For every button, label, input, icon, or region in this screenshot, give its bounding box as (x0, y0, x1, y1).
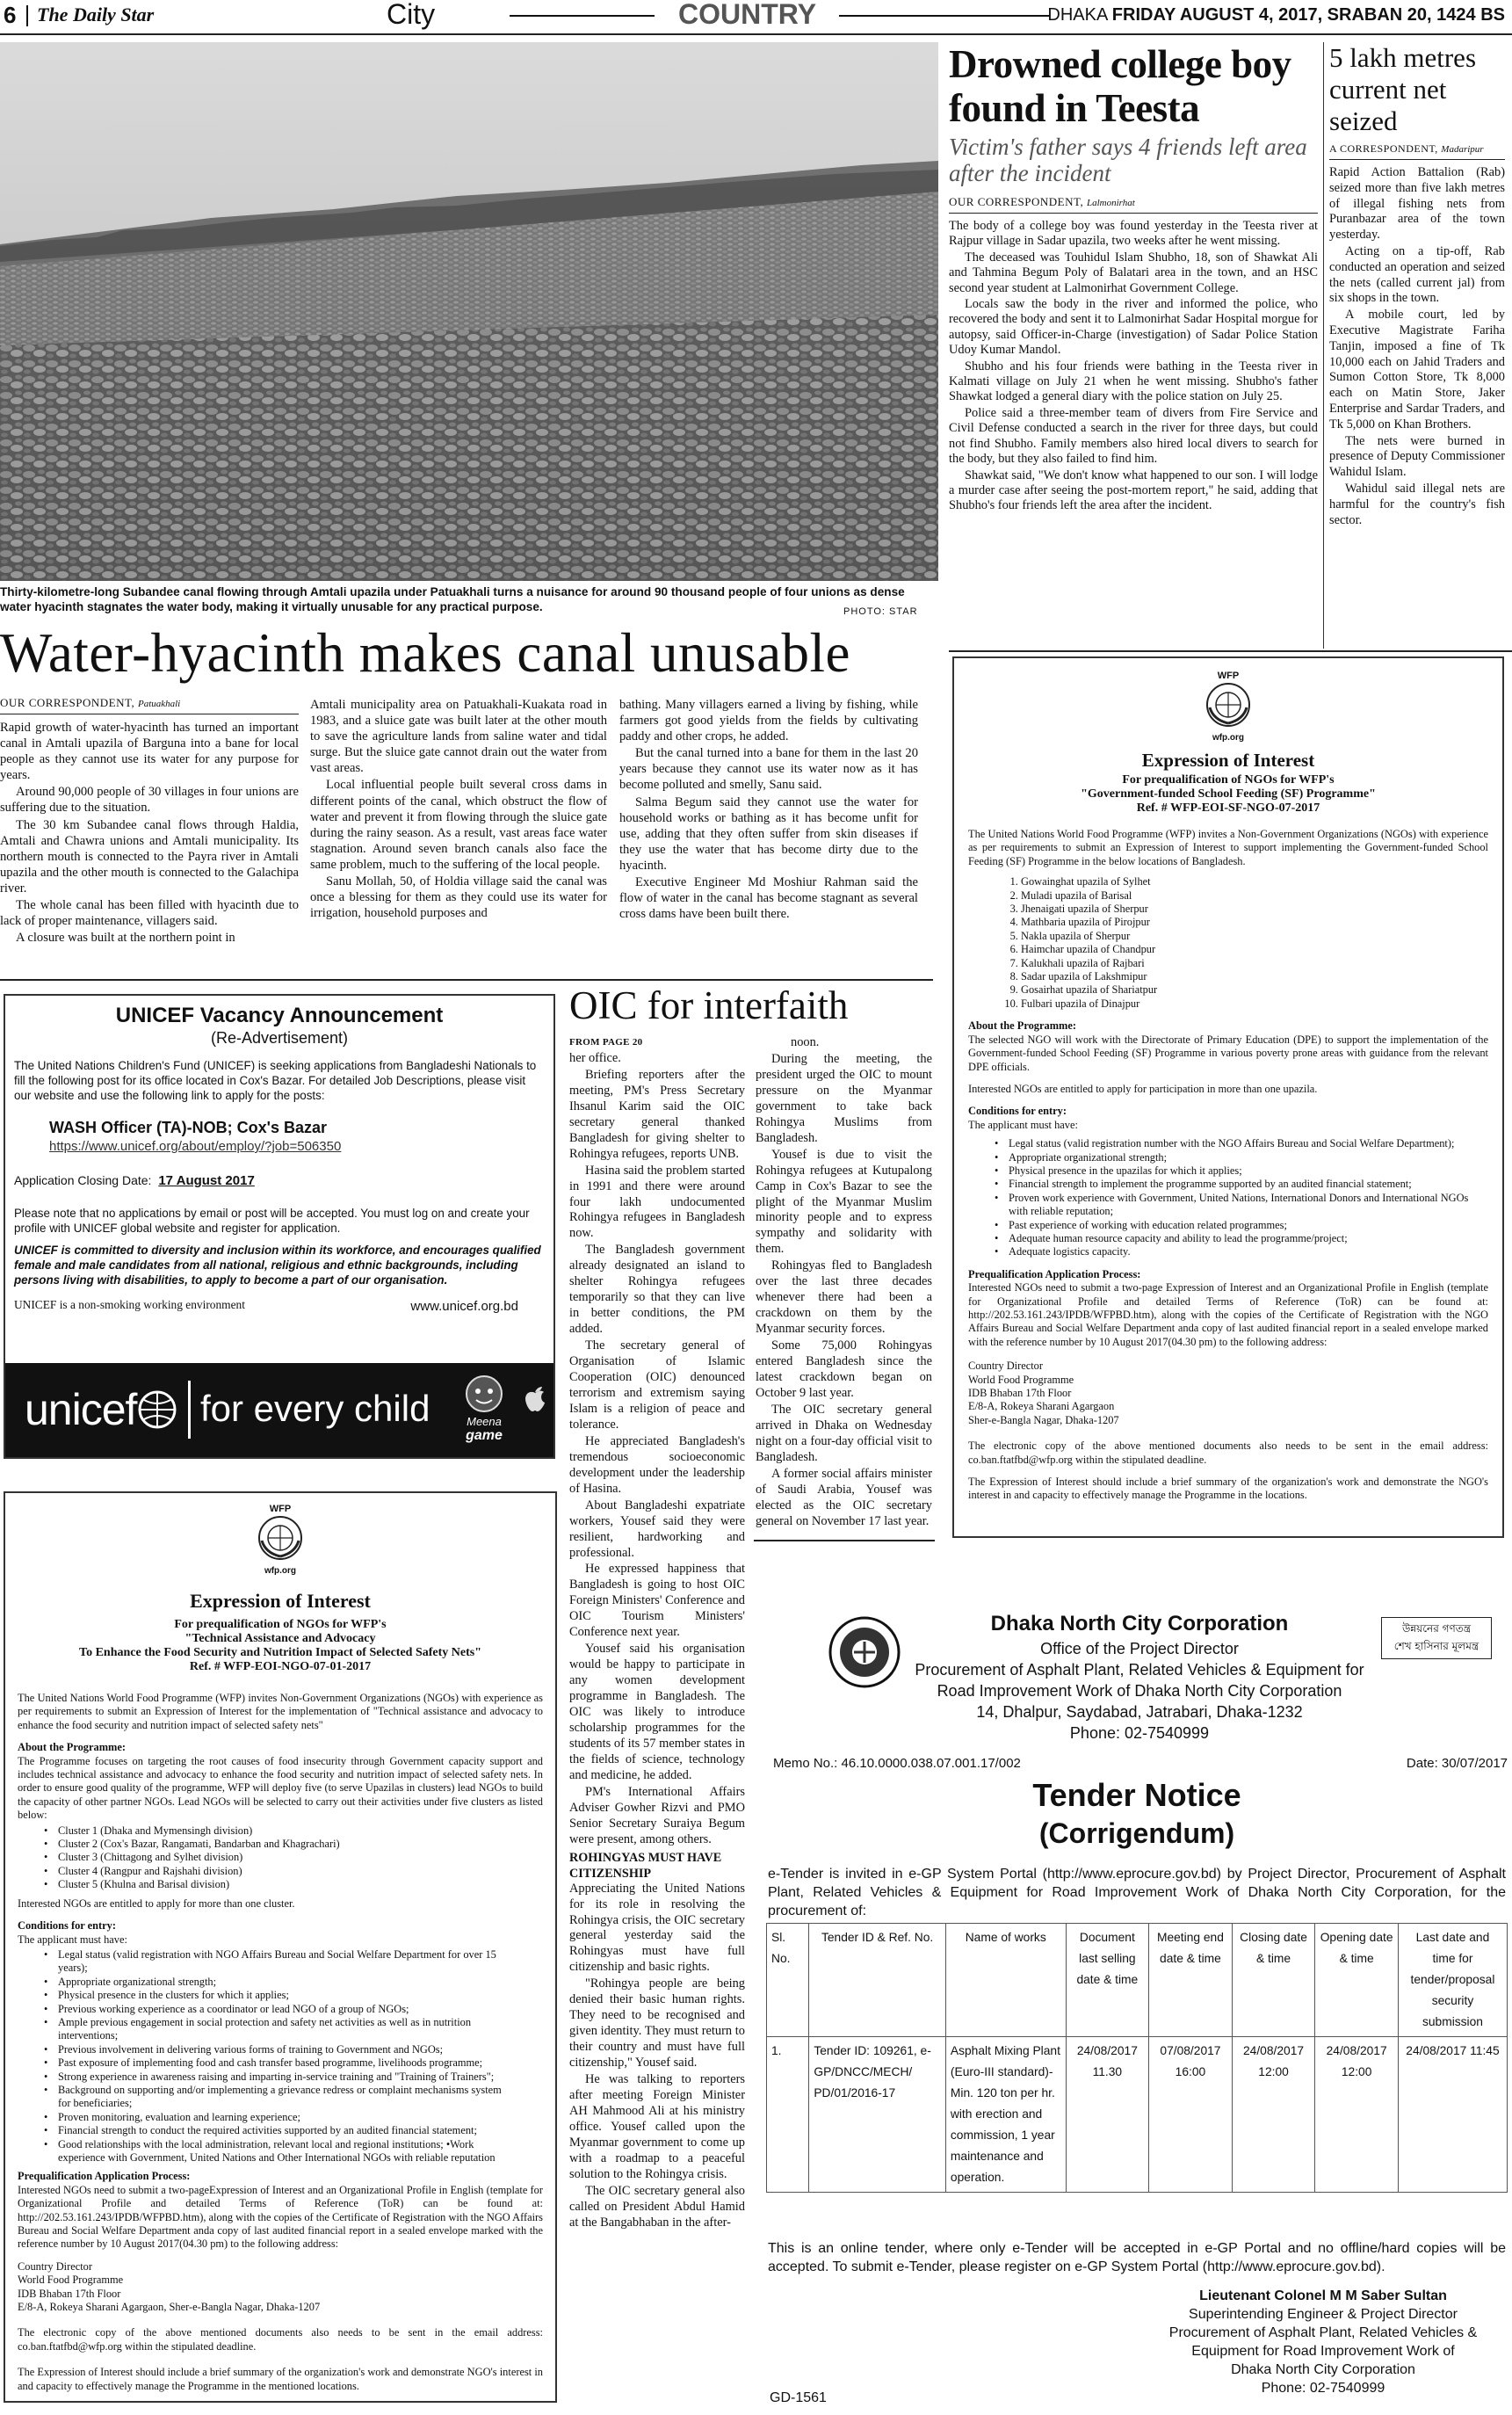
wfp-2-cond: • Adequate human resource capacity and ability to lead the programme/project; (1009, 1232, 1471, 1245)
hyacinth-col-1-body (0, 720, 299, 946)
tender-col-header: Last date and time for tender/proposal security submission (1398, 1924, 1507, 2037)
hyacinth-para: Salma Begum said they cannot use the water for household works or bathing as it has become unfit for use, adding that they often suffer from skin diseases if they use the water that has become dirty due to the hyacinth. (619, 794, 918, 873)
wfp-1-conds (58, 1948, 517, 2165)
drowned-article (949, 42, 1318, 515)
tender-table (766, 1923, 1508, 2193)
wfp-1-addr-line: World Food Programme (18, 2274, 124, 2287)
wfp-2-pq-h: Prequalification Application Process: (968, 1267, 1141, 1280)
hyacinth-para: A closure was built at the northern point in (16, 931, 235, 946)
wfp-2-location: 5. Nakla upazila of Sherpur (1021, 930, 1488, 943)
wfp-2-location: 3. Jhenaigati upazila of Sherpur (1021, 903, 1488, 916)
section-city: City (387, 0, 436, 30)
tender-table-header (767, 1924, 1508, 2037)
unicef-link[interactable]: https://www.unicef.org/about/employ/?job=506350 (49, 1139, 342, 1154)
tender-col-header: Tender ID & Ref. No. (809, 1924, 946, 2037)
wfp-1-cond: • Strong experience in awareness raising and imparting in-service training and "Training of Trainers"; (58, 2071, 517, 2084)
hyacinth-photo-illustration (0, 42, 938, 581)
wfp-1-cond: • Physical presence in the clusters for which it applies; (58, 1989, 517, 2002)
nets-article (1329, 42, 1505, 529)
oic-para: her office. (569, 1050, 621, 1065)
photo-credit: PHOTO: STAR (843, 606, 918, 617)
wfp-2-logo-top: WFP (1217, 671, 1240, 681)
wfp-1-cond: • Previous involvement in delivering various forms of training to Government and NGOs; (58, 2043, 517, 2056)
header-underline (0, 33, 1512, 35)
tender-cell: 24/08/2017 11:45 (1398, 2037, 1507, 2193)
hyacinth-photo (0, 42, 938, 581)
nets-para: Wahidul said illegal nets are harmful for the country's fish sector. (1329, 481, 1505, 527)
wfp-1-cond: • Proven monitoring, evaluation and learning experience; (58, 2111, 517, 2124)
masthead: The Daily Star (37, 4, 155, 25)
wfp-1-ref: Ref. # WFP-EOI-NGO-07-01-2017 (189, 1660, 372, 1673)
hyacinth-para: The 30 km Subandee canal flows through Haldia, Amtali and Chawra unions and Amtali municipality. Its northern mouth is connected to the Payra river in Amtali upazila and the other mouth is connected to the Galachipa river. (0, 817, 299, 896)
page-header (0, 0, 1512, 35)
tender-cell: 24/08/2017 11.30 (1066, 2037, 1149, 2193)
drowned-byline-place: Lalmonirhat (1086, 198, 1135, 208)
wfp-2-more: Interested NGOs are entitled to apply for participation in more than one upazila. (968, 1082, 1318, 1095)
tender-cell: 1. (767, 2037, 809, 2193)
wfp-1-about: The Programme focuses on targeting the root causes of food insecurity through Government capacity support and includes technical assistance and advocacy to enhance the food security and nutrition impact of selected safety nets. In order to ensure good quality of the programme, WFP will deploy five (to serve Upazilas in clusters) lead NGOs to build the capacity of other partner NGOs. Lead NGOs will be selected to carry out their activities under five clusters as listed below: (18, 1754, 543, 1822)
oic-para: He expressed happiness that Bangladesh is going to host OIC Foreign Ministers' Conference and OIC Tourism Ministers' Conference next year. (569, 1562, 745, 1640)
tender-cell: 07/08/2017 16:00 (1149, 2037, 1233, 2193)
dateline (1047, 5, 1505, 25)
oic-para: Some 75,000 Rohingyas entered Bangladesh since the latest crackdown began on October 9 last year. (756, 1338, 932, 1400)
wfp-1-final: The Expression of Interest should include a brief summary of the organization's work and demonstrate NGO's interest in and capacity to effectively manage the Programme in the mentioned locations. (18, 2366, 543, 2392)
hyacinth-byline (0, 696, 299, 710)
tender-notice (766, 1598, 1508, 2415)
nets-bottom-rule (949, 650, 1512, 652)
table-row (767, 2037, 1508, 2193)
wfp-2-ref: Ref. # WFP-EOI-SF-NGO-07-2017 (1136, 801, 1320, 815)
drowned-rule (949, 213, 1318, 214)
column-divider (1323, 42, 1324, 649)
wfp-2-cond: • Appropriate organizational strength; (1009, 1151, 1471, 1164)
unicef-title: UNICEF Vacancy Announcement (115, 1004, 444, 1027)
wfp-1-cond: • Previous working experience as a coordinator or lead NGO of a group of NGOs; (58, 2003, 517, 2016)
tender-col-header: Opening date & time (1315, 1924, 1399, 2037)
drowned-para: The body of a college boy was found yesterday in the Teesta river at Rajpur village in Sadar upazila, two weeks after he went missing. (949, 219, 1318, 249)
oic-para: Hasina said the problem started in 1991 and there were around four lakh undocumented Rohingya refugees in Bangladesh now. (569, 1163, 745, 1241)
oic-para: During the meeting, the president urged the OIC to mount pressure on the Myanmar government to take back Rohingya Muslims from Bangladesh. (756, 1051, 932, 1145)
wfp-2-addr-line: IDB Bhaban 17th Floor (968, 1387, 1072, 1400)
unicef-globe-icon (137, 1389, 177, 1430)
wfp-ad-2 (952, 656, 1504, 1538)
tender-subtitle: (Corrigendum) (1038, 1817, 1235, 1849)
tender-col-header: Sl. No. (767, 1924, 809, 2037)
wfp-2-location: 9. Gosairhat upazila of Shariatpur (1021, 983, 1488, 997)
oic-para: The OIC secretary general arrived in Dhaka on Wednesday night on a four-day official visit to Bangladesh. (756, 1402, 932, 1464)
hyacinth-para: Local influential people built several cross dams in different points of the canal, which obstruct the flow of water and prevent it from flowing through the sluice gate during the rainy season. As a result, vast areas face water stagnation. Around seven branch canals also face the same problem, much to the suffering of the local people. (310, 778, 607, 872)
oic-headline: OIC for interfaith (569, 983, 849, 1027)
wfp-2-pq: Interested NGOs need to submit a two-page Expression of Interest and an Organizational Profile in English (template for Organizational Profile and detailed Terms of Reference (ToR) can be found at: http://202.53.161.243/IPDB/WFPBD.htm), along with the copies of the Certificate of Registration with the NGO Affairs Bureau and Social Welfare Department anda copy of last audited financial report in a sealed envelope marked with the reference number by 10 August 2017(04.30 pm) to the following address: (968, 1281, 1488, 1348)
wfp-2-addr-line: Sher-e-Bangla Nagar, Dhaka-1207 (968, 1413, 1119, 1426)
nets-byline-place: Madaripur (1441, 144, 1484, 155)
unicef-note: Please note that no applications by email or post will be accepted. You must log on and create your profile with UNICEF global website and register for application. (14, 1207, 530, 1235)
wfp-2-addr-line: E/8-A, Rokeya Sharani Agargaon (968, 1400, 1115, 1413)
wfp-1-addr-line: Country Director (18, 2259, 92, 2273)
drowned-byline-text: OUR CORRESPONDENT, (949, 195, 1084, 208)
wfp-2-location: 10. Fulbari upazila of Dinajpur (1021, 997, 1488, 1011)
wfp-2-location: 6. Haimchar upazila of Chandpur (1021, 943, 1488, 956)
wfp-2-location: 1. Gowainghat upazila of Sylhet (1021, 875, 1488, 888)
unicef-closing (14, 1173, 553, 1188)
wfp-2-email: The electronic copy of the above mentioned documents also needs to be sent in the email address: co.ban.ftatfbd@wfp.org within the stipulated deadline. (968, 1440, 1488, 1466)
wfp-2-cond: • Physical presence in the upazilas for which it applies; (1009, 1164, 1471, 1178)
wfp-1-intro: The United Nations World Food Programme (WFP) invites Non-Government Organizations (NGOs) with experience as per requirements to submit an Expression of Interest for the implementation of "Technical assistance and advocacy to enhance the food security and nutrition impact of selected safety nets" (18, 1692, 543, 1731)
wfp-1-cluster: • Cluster 1 (Dhaka and Mymensingh division) (58, 1824, 543, 1838)
oic-col-2 (756, 1035, 932, 1531)
wfp-1-sub2: "Technical Assistance and Advocacy (184, 1632, 376, 1645)
wfp-ad-1 (4, 1491, 557, 2403)
tender-sign-line: Equipment for Road Improvement Work of (1191, 2344, 1455, 2359)
wfp-1-clusters (58, 1824, 543, 1892)
wfp-1-cond: • Good relationships with the local administration, relevant local and regional institutions; •Work experience with Government, United Nations and Other International NGOs with reliable reputation (58, 2138, 517, 2165)
hyacinth-para: The whole canal has been filled with hyacinth due to lack of proper maintenance, villagers said. (0, 898, 299, 929)
meena-label: Meena (467, 1415, 502, 1428)
nets-rule (1329, 159, 1505, 160)
wfp-2-about: The selected NGO will work with the Directorate of Primary Education (DPE) to support the implementation of the Government-funded School Feeding (SF) Programme in various poverty prone areas with guidance from the relevant DPE officials. (968, 1033, 1488, 1073)
oic-para: Appreciating the United Nations for its role in resolving the Rohingya crisis, the OIC secretary general yesterday said the Rohingyas must have full citizenship and basic rights. (569, 1881, 745, 1975)
wfp-1-address (18, 2260, 543, 2315)
unicef-banner-divider (188, 1381, 191, 1439)
wfp-1-email: The electronic copy of the above mentioned documents also needs to be sent in the email address: co.ban.ftatfbd@wfp.org within the stipulated deadline. (18, 2326, 543, 2353)
oic-col-1 (569, 1035, 745, 2232)
wfp-2-cond: • Adequate logistics capacity. (1009, 1245, 1471, 1258)
drowned-body (949, 219, 1318, 514)
nets-para: Rapid Action Battalion (Rab) seized more than five lakh metres of illegal fishing nets from Puranbazar area of the town yesterday. (1329, 165, 1505, 243)
wfp-2-cond: • Proven work experience with Government, United Nations, International Donors and International NGOs with reliable reputation; (1009, 1192, 1471, 1219)
hyacinth-para: Around 90,000 people of 30 villages in four unions are suffering due to the situation. (0, 785, 299, 816)
oic-para: "Rohingya people are being denied their basic human rights. They need to be recognised and given identity. They must return to their country and must have full citizenship," Yousef said. (569, 1976, 745, 2071)
dateline-city: DHAKA (1047, 5, 1108, 25)
unicef-web[interactable]: www.unicef.org.bd (410, 1299, 518, 1314)
hyacinth-para: bathing. Many villagers earned a living by fishing, while farmers got good yields from the fields by cultivating paddy and other crops, he added. (619, 698, 918, 744)
oic-para: A former social affairs minister of Saudi Arabia, Yousef was elected as the OIC secretary general on November 17 last year. (756, 1466, 932, 1528)
wfp-2-conds (1009, 1137, 1471, 1259)
tender-addr: 14, Dhalpur, Saydabad, Jatrabari, Dhaka-1232 (976, 1703, 1303, 1721)
unicef-closing-date: 17 August 2017 (158, 1173, 255, 1188)
nets-body (1329, 165, 1505, 528)
hyacinth-para: Sanu Mollah, 50, of Holdia village said the canal was once a blessing for them as they could use its water for irrigation, household purposes and (310, 874, 607, 921)
bangla-slogan-1: উন্নয়নের গণতন্ত্র (1401, 1622, 1472, 1635)
tender-col-header: Name of works (945, 1924, 1066, 2037)
wfp-2-intro: The United Nations World Food Programme (WFP) invites a Non-Government Organizations (NGOs) with experience as per requirements to submit an Expression of Interest to support implementing the Government-funded School Feeding (SF) Programme in the below locations of Bangladesh. (968, 828, 1488, 867)
bangla-slogan-box (1381, 1617, 1492, 1659)
oic-para: Briefing reporters after the meeting, PM's Press Secretary Ihsanul Karim said the OIC secretary general thanked Bangladesh for giving shelter to Rohingya refugees, reports UNB. (569, 1067, 745, 1161)
oic-para: The secretary general of Organisation of Islamic Cooperation (OIC) denounced terrorism and extremism saying Islam is a religion of peace and tolerance. (569, 1338, 745, 1432)
drowned-para: Police said a three-member team of divers from Fire Service and Civil Defense conducted a search in the river for three days, but could not find Shubho. Family members also hired local divers to search for the body, but they also failed to find him. (949, 405, 1318, 467)
photo-caption (0, 584, 933, 614)
tender-col-header: Meeting end date & time (1149, 1924, 1233, 2037)
wfp-2-final: The Expression of Interest should include a brief summary of the organization's work and demonstrate the NGO's interest in and capacity to effectively manage the Programme in the locations. (968, 1476, 1488, 1502)
tender-cell: 24/08/2017 12:00 (1315, 2037, 1399, 2193)
oic-para: About Bangladeshi expatriate workers, Yousef said they were resilient, hardworking and professional. (569, 1498, 745, 1560)
tender-phone: Phone: 02-7540999 (1069, 1724, 1210, 1742)
tender-org: Dhaka North City Corporation (990, 1612, 1289, 1635)
page-number-divider (26, 5, 28, 26)
hyacinth-para: But the canal turned into a bane for them in the last 20 years because they cannot use its water now as it has become polluted and smelly, Sanu said. (619, 746, 918, 793)
wfp-1-sub1: For prequalification of NGOs for WFP's (174, 1618, 387, 1631)
wfp-1-about-h: About the Programme: (18, 1741, 126, 1754)
unicef-ad (4, 994, 555, 1459)
drowned-para: Shawkat said, "We don't know what happened to our son. I will lodge a murder case after seeing the post-mortem report," he said, adding that Shubho's four friends left the area after the incident. (949, 468, 1318, 513)
wfp-2-addr-line: World Food Programme (968, 1373, 1074, 1386)
wfp-2-cond: • Financial strength to implement the programme supported by an audited financial statement; (1009, 1178, 1471, 1191)
unicef-subtitle: (Re-Advertisement) (210, 1029, 349, 1047)
oic-para: He appreciated Bangladesh's tremendous socioeconomic development under the leadership of Hasina. (569, 1433, 745, 1496)
tender-proc2: Road Improvement Work of Dhaka North City Corporation (937, 1682, 1342, 1700)
nets-byline (1329, 142, 1505, 156)
drowned-subhead: Victim's father says 4 friends left area after the incident (949, 134, 1307, 186)
wfp-2-about-h: About the Programme: (968, 1019, 1076, 1033)
tender-title: Tender Notice (1032, 1777, 1241, 1813)
section-country: COUNTRY (678, 0, 817, 30)
oic-para: The OIC secretary general also called on President Abdul Hamid at the Bangabhaban in the after- (569, 2183, 745, 2230)
wfp-wreath-icon (257, 1514, 304, 1562)
drowned-para: Locals saw the body in the river and informed the police, who recovered the body and sent it to Lalmonirhat Sadar Hospital morgue for autopsy, said Officer-in-Charge (investigation) of Sadar Police Station Udoy Kumar Mandol. (949, 297, 1318, 358)
tender-intro: e-Tender is invited in e-GP System Portal (http://www.eprocure.gov.bd) by Project Director, Procurement of Asphalt Plant, Related Vehicles & Equipment for Road Improvement Work of Dhaka North City Corporation, for the procurement of: (768, 1867, 1506, 1918)
nets-para: The nets were burned in presence of Deputy Commissioner Wahidul Islam. (1329, 433, 1505, 480)
header-rule-left (510, 15, 655, 17)
drowned-headline: Drowned college boy found in Teesta (949, 42, 1291, 130)
unicef-banner (5, 1363, 553, 1457)
wfp-2-cond: • Past experience of working with education related programmes; (1009, 1219, 1471, 1232)
tender-date: Date: 30/07/2017 (1406, 1756, 1508, 1771)
wfp-2-cond-h: Conditions for entry: (968, 1105, 1067, 1118)
oic-subhead: ROHINGYAS MUST HAVE CITIZENSHIP (569, 1850, 722, 1881)
tender-sign-line: Procurement of Asphalt Plant, Related Vehicles & (1168, 2325, 1478, 2340)
oic-para: PM's International Affairs Adviser Gowher Rizvi and PMO Senior Secretary Suraiya Begum were present, among others. (569, 1784, 745, 1846)
wfp-2-sub2: "Government-funded School Feeding (SF) Programme" (1081, 787, 1376, 801)
tender-sign-line: Phone: 02-7540999 (1261, 2381, 1385, 2396)
wfp-1-sub3: To Enhance the Food Security and Nutrition Impact of Selected Safety Nets" (79, 1646, 481, 1659)
wfp-2-address (968, 1360, 1488, 1427)
wfp-1-cluster: • Cluster 4 (Rangpur and Rajshahi division) (58, 1865, 543, 1878)
wfp-2-locations (1021, 875, 1488, 1011)
tender-cell: Asphalt Mixing Plant (Euro-III standard)-Min. 120 ton per hr. with erection and commission, 1 year maintenance and operation. (945, 2037, 1066, 2193)
wfp-2-title: Expression of Interest (1141, 750, 1315, 771)
wfp-1-cond: • Ample previous engagement in social protection and safety net activities as well as in nutrition interventions; (58, 2016, 517, 2043)
drowned-para: Shubho and his four friends were bathing in the Teesta river in Kalmati village on July 21 when he went missing. Shubho's father Shawkat lodged a general diary with the police station on July 25. (949, 359, 1318, 404)
tender-col-header: Document last selling date & time (1066, 1924, 1149, 2037)
nets-para: Acting on a tip-off, Rab conducted an operation and seized the nets (called current jal) from six shops in the town. (1329, 243, 1505, 306)
wfp-2-location: 2. Muladi upazila of Barisal (1021, 889, 1488, 903)
tender-col-header: Closing date & time (1232, 1924, 1315, 2037)
wfp-1-addr-line: E/8-A, Rokeya Sharani Agargaon, Sher-e-Bangla Nagar, Dhaka-1207 (18, 2301, 321, 2314)
wfp-1-cond: • Legal status (valid registration with NGO Affairs Bureau and Social Welfare Department for over 15 years); (58, 1948, 517, 1976)
hyacinth-headline: Water-hyacinth makes canal unusable (0, 622, 851, 684)
wfp-1-cluster: • Cluster 3 (Chittagong and Sylhet division) (58, 1851, 543, 1864)
tender-note: This is an online tender, where only e-Tender will be accepted in e-GP Portal and no offline/hard copies will be accepted. To submit e-Tender, please register on e-GP System Portal (http://www.eprocure.gov.bd). (768, 2241, 1506, 2274)
wfp-1-title: Expression of Interest (190, 1590, 371, 1612)
oic-para: Yousef said his organisation would be happy to participate in any women development programme in Bangladesh. The OIC was likely to introduce scholarship programmes for the students of its 57 member states in the fields of science, technology and medicine, he added. (569, 1642, 745, 1782)
dateline-date: FRIDAY AUGUST 4, 2017, SRABAN 20, 1424 BS (1111, 5, 1505, 25)
oic-para: Rohingyas fled to Bangladesh over the last three decades whenever there had been a crackdown on them by the Myanmar security forces. (756, 1258, 932, 1337)
page-number: 6 (4, 2, 17, 28)
wfp-1-cond: • Financial strength to conduct the required activities supported by an audited financial statement; (58, 2124, 517, 2137)
bangla-slogan-2: শেখ হাসিনার মূলমন্ত্র (1393, 1640, 1479, 1652)
meena-face-icon (459, 1374, 509, 1414)
nets-para: A mobile court, led by Executive Magistrate Fariha Tanjin, imposed a fine of Tk 10,000 each on Jahid Traders and Sumon Cotton Store, Tk 8,000 each on Matin Store, Jaker Enterprise and Sardar Traders, and Tk 5,000 on Khan Brothers. (1329, 308, 1505, 432)
oic-para: Yousef is due to visit the Rohingya refugees at Kutupalong Camp in Cox's Bazar to see the plight of the Myanmar Muslim minority people and to express sympathy and solidarity with them. (756, 1147, 932, 1257)
unicef-banner-logo: unicef (25, 1385, 137, 1434)
unicef-smoke: UNICEF is a non-smoking working environment (14, 1298, 245, 1311)
wfp-2-location: 7. Kalukhali upazila of Rajbari (1021, 957, 1488, 970)
hyacinth-para: Amtali municipality area on Patuakhali-Kuakata road in 1983, and a sluice gate was built later at the other mouth to save the agriculture lands from saline water and tidal surge. But the sluice gate cannot drain out the water from vast areas. (310, 698, 607, 776)
wfp-2-sub1: For prequalification of NGOs for WFP's (1122, 773, 1335, 787)
wfp-1-more: Interested NGOs are entitled to apply for more than one cluster. (18, 1896, 295, 1910)
unicef-banner-slogan: for every child (200, 1388, 430, 1429)
wfp-2-cond-lead: The applicant must have: (968, 1118, 1078, 1131)
tender-cell: 24/08/2017 12:00 (1232, 2037, 1315, 2193)
wfp-2-logo (968, 671, 1488, 743)
wfp-2-location: 4. Mathbaria upazila of Pirojpur (1021, 916, 1488, 929)
nets-headline: 5 lakh metres current net seized (1329, 42, 1477, 136)
tender-sign-line: Dhaka North City Corporation (1231, 2362, 1415, 2377)
wfp-1-cluster: • Cluster 5 (Khulna and Barisal division) (58, 1878, 543, 1891)
apple-icon (524, 1384, 546, 1412)
wfp-1-logo-bottom: wfp.org (264, 1566, 297, 1576)
wfp-1-cond-lead: The applicant must have: (18, 1933, 127, 1946)
wfp-1-cond-h: Conditions for entry: (18, 1919, 116, 1933)
hyacinth-para: Executive Engineer Md Moshiur Rahman said the flow of water in the canal has become stagnant as several cross dams have been built there. (619, 875, 918, 922)
tender-cell: Tender ID: 109261, e-GP/DNCC/MECH/ PD/01/2016-17 (809, 2037, 946, 2193)
header-rule-right (839, 15, 1050, 17)
wfp-1-cond: • Appropriate organizational strength; (58, 1976, 517, 1989)
unicef-commit: UNICEF is committed to diversity and inclusion within its workforce, and encourages qualified female and male candidates from all national, religious and ethnic backgrounds, including persons living with disabilities, to apply to become a part of our organisation. (14, 1244, 541, 1287)
wfp-2-addr-line: Country Director (968, 1360, 1043, 1373)
wfp-1-cond: • Past exposure of implementing food and cash transfer based programme, livelihoods programme; (58, 2056, 517, 2070)
tender-office: Office of the Project Director (1040, 1640, 1239, 1657)
photo-caption-text: Thirty-kilometre-long Subandee canal flowing through Amtali upazila under Patuakhali turns a nuisance for around 90 thousand people of four unions as dense water hyacinth stagnates the water body, making it virtually unusable for any practical purpose. (0, 585, 905, 613)
oic-from: FROM PAGE 20 (569, 1037, 643, 1048)
wfp-2-location: 8. Sadar upazila of Lakshmipur (1021, 970, 1488, 983)
hyacinth-byline-text: OUR CORRESPONDENT, (0, 696, 135, 709)
wfp-2-logo-bottom: wfp.org (1212, 733, 1245, 743)
wfp-2-cond: • Legal status (valid registration number with the NGO Affairs Bureau and Social Welfare Department); (1009, 1137, 1471, 1150)
wfp-1-cond: • Background on supporting and/or implementing a grievance redress or complaint mechanisms system for beneficiaries; (58, 2084, 517, 2111)
unicef-closing-label: Application Closing Date: (14, 1173, 152, 1187)
tender-gd-number: GD-1561 (770, 2390, 827, 2405)
tender-sign-line: Superintending Engineer & Project Director (1189, 2307, 1458, 2322)
game-label: game (466, 1428, 503, 1443)
hyacinth-bottom-rule (0, 979, 933, 981)
nets-byline-text: A CORRESPONDENT, (1329, 142, 1438, 155)
hyacinth-byline-place: Patuakhali (137, 699, 181, 709)
wfp-1-logo (18, 1504, 543, 1576)
hyacinth-col-1 (0, 694, 299, 946)
oic-col2-bottom-rule (754, 1540, 935, 1541)
tender-memo: Memo No.: 46.10.0000.038.07.001.17/002 (773, 1756, 1021, 1771)
tender-signature (1139, 2287, 1508, 2397)
wfp-1-logo-top: WFP (269, 1504, 292, 1514)
hyacinth-col-3 (619, 697, 918, 923)
oic-para: He was talking to reporters after meeting Foreign Minister AH Mahmood Ali at his ministry office. Yousef called upon the Myanmar government to come up with a roadmap to a peaceful solution to the Rohingya crisis. (569, 2072, 745, 2181)
unicef-intro: The United Nations Children's Fund (UNICEF) is seeking applications from Bangladeshi Nationals to fill the following post for its office located in Cox's Bazar. For detailed Job Descriptions, please visit our website and use the following link to apply for the posts: (14, 1059, 537, 1102)
wfp-1-cluster: • Cluster 2 (Cox's Bazar, Rangamati, Bandarban and Khagrachari) (58, 1838, 543, 1851)
drowned-para: The deceased was Touhidul Islam Shubho, 18, son of Shawkat Ali and Tahmina Begum Poly of Balatari area in the town, and an HSC second year student at Lalmonirhat Government College. (949, 250, 1318, 295)
wfp-1-pq-h: Prequalification Application Process: (18, 2170, 191, 2183)
wfp-1-addr-line: IDB Bhaban 17th Floor (18, 2287, 121, 2300)
hyacinth-col-2 (310, 697, 607, 922)
unicef-post: WASH Officer (TA)-NOB; Cox's Bazar (49, 1119, 327, 1136)
drowned-byline (949, 195, 1318, 209)
tender-sign-name: Lieutenant Colonel M M Saber Sultan (1199, 2288, 1447, 2303)
oic-para: noon. (791, 1035, 820, 1049)
meena-game-logo (453, 1374, 515, 1446)
tender-proc1: Procurement of Asphalt Plant, Related Vehicles & Equipment for (915, 1661, 1364, 1679)
hyacinth-para: Rapid growth of water-hyacinth has turned an important canal in Amtali upazila of Barguna into a bane for local people as they cannot use its water for any purpose for years. (0, 721, 299, 783)
oic-para: The Bangladesh government already designated an island to shelter Rohingya refugees temporarily so that they can live in better conditions, the PM added. (569, 1243, 745, 1337)
wfp-wreath-icon (1205, 681, 1252, 729)
wfp-1-pq: Interested NGOs need to submit a two-pageExpression of Interest and an Organizational Profile in English (template for Organizational Profile and detailed Terms of Reference (ToR) can be found at: http://202.53.161.243/IPDB/WFPBD.htm), along with the copies of the Certificate of Registration with the NGO Affairs Bureau and Social Welfare Department anda copy of last audited financial report in a sealed envelope marked with the reference number by 10 August 2017(04.30 pm) to the following address: (18, 2183, 543, 2251)
